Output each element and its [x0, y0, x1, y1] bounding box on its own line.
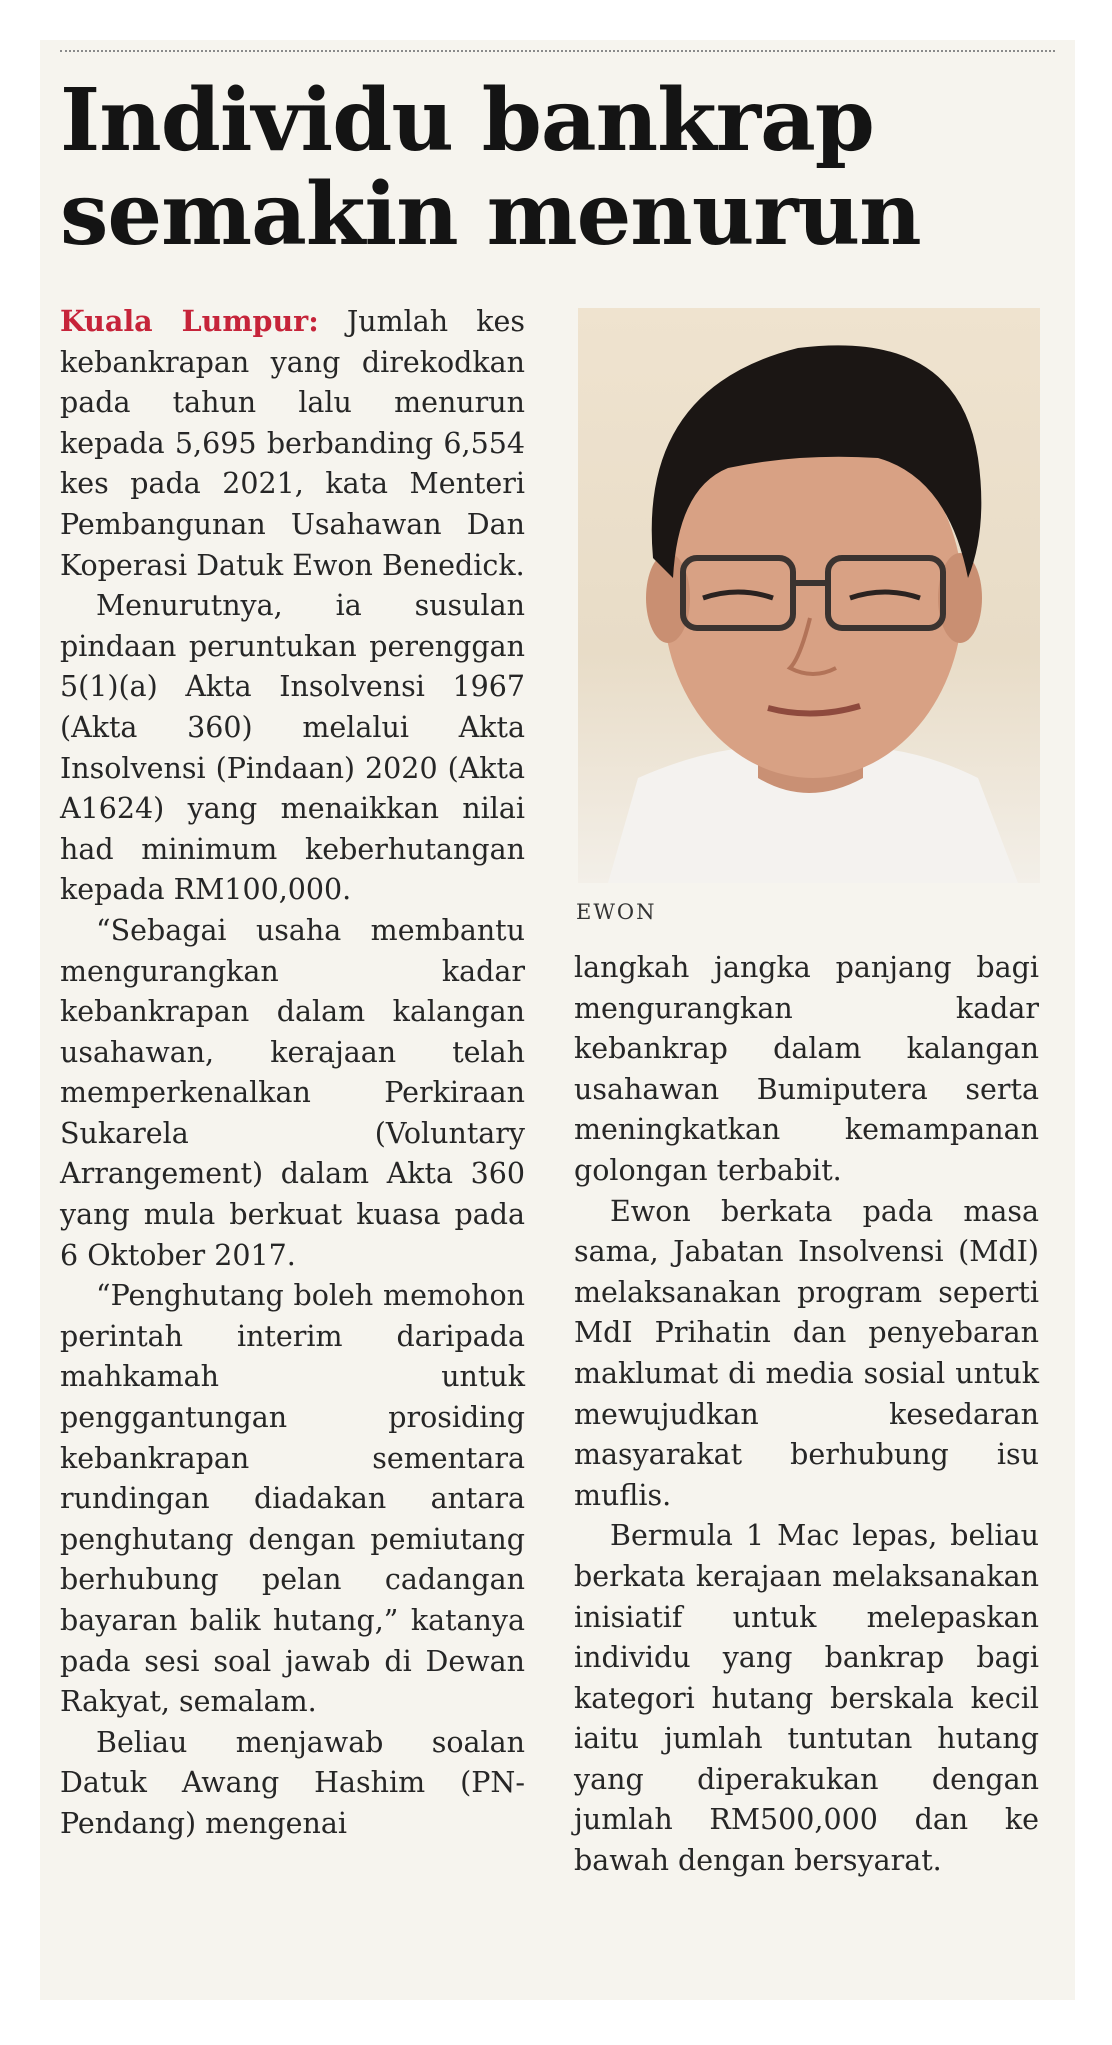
top-divider	[60, 50, 1055, 52]
portrait-illustration	[578, 308, 1040, 883]
article-paragraph: “Penghutang boleh memohon perintah interim daripada mahkamah untuk penggantungan prosiding kebankrapan sementara rundingan diadakan antara penghutang dengan pemiutang berhubung pelan cadangan bayaran balik hutang,” katanya pada sesi soal jawab di Dewan Rakyat, semalam.	[60, 1279, 525, 1719]
portrait-photo	[578, 308, 1040, 883]
article-column-left	[60, 301, 525, 1845]
article-paragraph: “Sebagai usaha membantu mengurangkan kadar kebankrapan dalam kalangan usahawan, kerajaan telah memperkenalkan Perkiraan Sukarela (Voluntary Arrangement) dalam Akta 360 yang mula berkuat kuasa pada 6 Oktober 2017.	[60, 913, 525, 1272]
article-paragraph: Bermula 1 Mac lepas, beliau berkata kerajaan melaksanakan inisiatif untuk melepaskan individu yang bankrap bagi kategori hutang berskala kecil iaitu jumlah tuntutan hutang yang diperakukan dengan jumlah RM500,000 dan ke bawah dengan bersyarat.	[574, 1519, 1039, 1878]
dateline: Kuala Lumpur:	[60, 304, 319, 338]
headline-line-1: Individu bankrap	[60, 70, 874, 171]
article-paragraph: Beliau menjawab soalan Datuk Awang Hashim (PN-Pendang) mengenai	[60, 1725, 525, 1840]
article-column-right	[574, 948, 1039, 1882]
paragraph-text: Jumlah kes kebankrapan yang direkodkan pada tahun lalu menurun kepada 5,695 berbanding 6,554 kes pada 2021, kata Menteri Pembangunan Usahawan Dan Koperasi Datuk Ewon Benedick.	[60, 305, 525, 582]
photo-caption: EWON	[576, 900, 657, 924]
headline-line-2: semakin menurun	[60, 164, 921, 265]
article-paragraph: langkah jangka panjang bagi mengurangkan kadar kebankrap dalam kalangan usahawan Bumiputera serta meningkatkan kemampanan golongan terbabit.	[574, 951, 1039, 1187]
article-paragraph: Ewon berkata pada masa sama, Jabatan Insolvensi (MdI) melaksanakan program seperti MdI Prihatin dan penyebaran maklumat di media sosial untuk mewujudkan kesedaran masyarakat berhubung isu muflis.	[574, 1194, 1039, 1512]
article-paragraph: Menurutnya, ia susulan pindaan peruntukan perenggan 5(1)(a) Akta Insolvensi 1967 (Akta 360) melalui Akta Insolvensi (Pindaan) 2020 (Akta A1624) yang menaikkan nilai had minimum keberhutangan kepada RM100,000.	[60, 589, 525, 907]
article-paragraph	[60, 301, 525, 586]
headline	[60, 70, 1040, 265]
